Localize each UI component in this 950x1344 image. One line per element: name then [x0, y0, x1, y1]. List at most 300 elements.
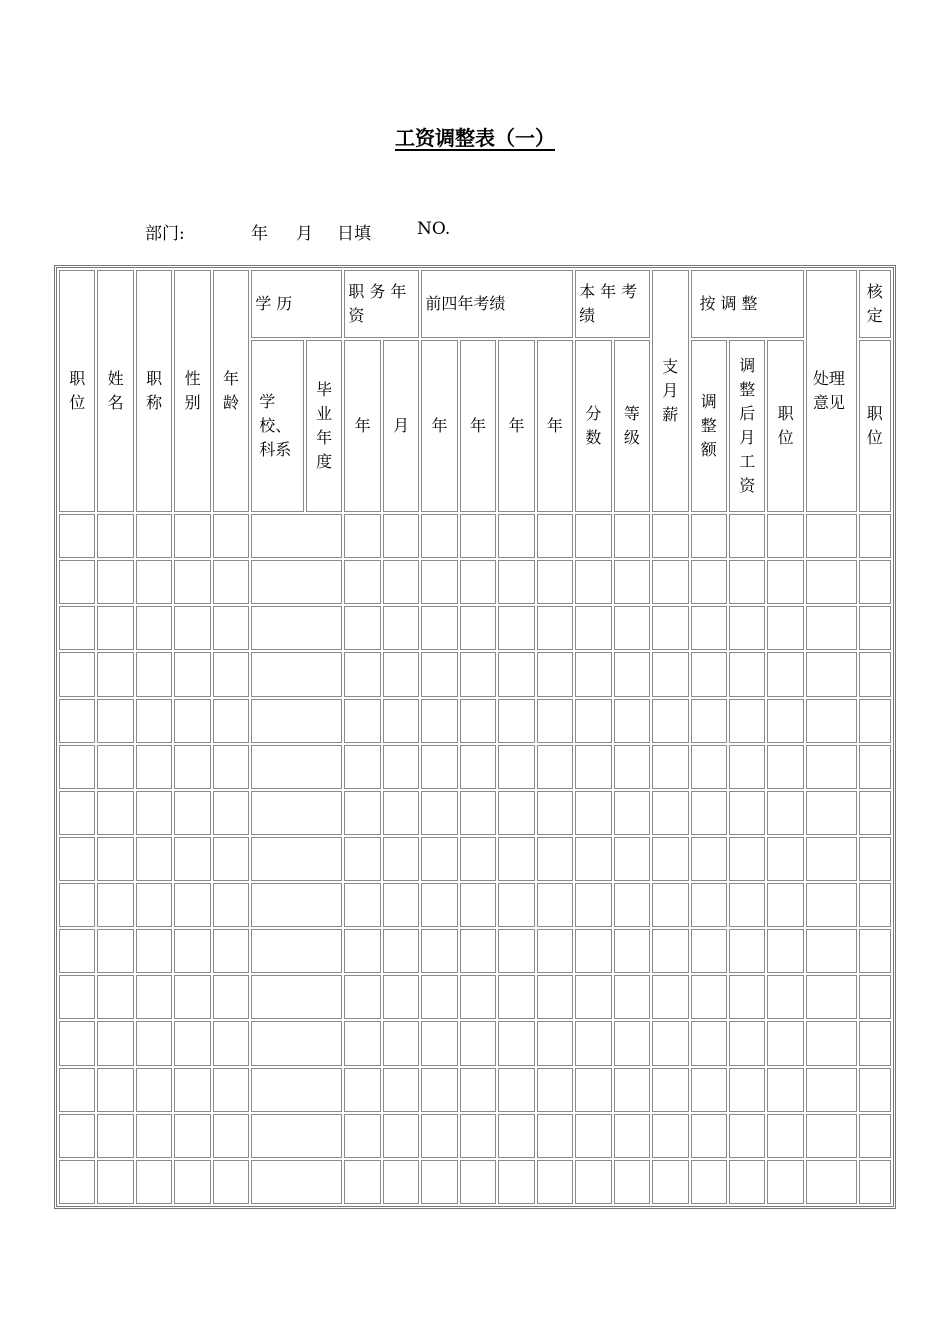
table-cell[interactable] [460, 699, 496, 743]
table-cell[interactable] [421, 652, 457, 696]
table-cell[interactable] [213, 699, 249, 743]
table-cell[interactable] [213, 745, 249, 789]
table-cell[interactable] [806, 560, 857, 604]
table-cell[interactable] [652, 929, 688, 973]
table-cell[interactable] [251, 791, 342, 835]
table-cell[interactable] [652, 883, 688, 927]
table-cell[interactable] [383, 837, 419, 881]
table-cell[interactable] [691, 883, 727, 927]
table-cell[interactable] [174, 606, 210, 650]
table-cell[interactable] [537, 606, 573, 650]
table-cell[interactable] [537, 975, 573, 1019]
table-cell[interactable] [383, 560, 419, 604]
table-cell[interactable] [806, 837, 857, 881]
table-cell[interactable] [460, 745, 496, 789]
table-cell[interactable] [421, 929, 457, 973]
table-cell[interactable] [251, 975, 342, 1019]
table-cell[interactable] [136, 1114, 172, 1158]
table-cell[interactable] [767, 929, 803, 973]
table-cell[interactable] [213, 791, 249, 835]
table-cell[interactable] [383, 791, 419, 835]
table-cell[interactable] [537, 837, 573, 881]
table-cell[interactable] [213, 1021, 249, 1065]
table-cell[interactable] [251, 1021, 342, 1065]
table-cell[interactable] [97, 699, 133, 743]
table-cell[interactable] [859, 745, 891, 789]
table-cell[interactable] [767, 1068, 803, 1112]
table-cell[interactable] [213, 883, 249, 927]
table-cell[interactable] [174, 699, 210, 743]
table-cell[interactable] [251, 1160, 342, 1204]
table-cell[interactable] [251, 699, 342, 743]
table-cell[interactable] [806, 699, 857, 743]
table-cell[interactable] [729, 929, 765, 973]
table-cell[interactable] [97, 1160, 133, 1204]
table-cell[interactable] [806, 975, 857, 1019]
table-cell[interactable] [767, 837, 803, 881]
table-cell[interactable] [767, 514, 803, 558]
table-cell[interactable] [806, 1021, 857, 1065]
table-cell[interactable] [767, 791, 803, 835]
table-cell[interactable] [421, 791, 457, 835]
table-cell[interactable] [213, 1068, 249, 1112]
table-cell[interactable] [460, 975, 496, 1019]
table-cell[interactable] [344, 1068, 380, 1112]
table-cell[interactable] [729, 699, 765, 743]
table-cell[interactable] [575, 560, 611, 604]
table-cell[interactable] [421, 1114, 457, 1158]
table-cell[interactable] [691, 975, 727, 1019]
table-cell[interactable] [251, 837, 342, 881]
table-cell[interactable] [767, 606, 803, 650]
table-cell[interactable] [136, 929, 172, 973]
table-cell[interactable] [729, 837, 765, 881]
table-cell[interactable] [136, 975, 172, 1019]
table-cell[interactable] [460, 1068, 496, 1112]
table-cell[interactable] [174, 1160, 210, 1204]
table-cell[interactable] [498, 883, 534, 927]
table-cell[interactable] [344, 514, 380, 558]
table-cell[interactable] [213, 1160, 249, 1204]
table-cell[interactable] [344, 975, 380, 1019]
table-cell[interactable] [729, 514, 765, 558]
table-cell[interactable] [421, 745, 457, 789]
table-cell[interactable] [383, 606, 419, 650]
table-cell[interactable] [251, 606, 342, 650]
table-cell[interactable] [729, 883, 765, 927]
table-cell[interactable] [691, 1114, 727, 1158]
table-cell[interactable] [575, 1021, 611, 1065]
table-cell[interactable] [59, 975, 95, 1019]
table-cell[interactable] [344, 606, 380, 650]
table-cell[interactable] [174, 837, 210, 881]
table-cell[interactable] [859, 699, 891, 743]
table-cell[interactable] [614, 699, 650, 743]
table-cell[interactable] [498, 791, 534, 835]
table-cell[interactable] [383, 1160, 419, 1204]
table-cell[interactable] [97, 837, 133, 881]
table-cell[interactable] [251, 652, 342, 696]
table-cell[interactable] [59, 929, 95, 973]
table-cell[interactable] [614, 514, 650, 558]
table-cell[interactable] [537, 929, 573, 973]
table-cell[interactable] [652, 1068, 688, 1112]
table-cell[interactable] [460, 791, 496, 835]
table-cell[interactable] [729, 1068, 765, 1112]
table-cell[interactable] [136, 791, 172, 835]
table-cell[interactable] [575, 883, 611, 927]
table-cell[interactable] [767, 560, 803, 604]
table-cell[interactable] [652, 560, 688, 604]
table-cell[interactable] [691, 929, 727, 973]
table-cell[interactable] [421, 883, 457, 927]
table-cell[interactable] [383, 745, 419, 789]
table-cell[interactable] [537, 1021, 573, 1065]
table-cell[interactable] [806, 1160, 857, 1204]
table-cell[interactable] [97, 883, 133, 927]
table-cell[interactable] [383, 883, 419, 927]
table-cell[interactable] [97, 929, 133, 973]
table-cell[interactable] [806, 1114, 857, 1158]
table-cell[interactable] [652, 606, 688, 650]
table-cell[interactable] [136, 883, 172, 927]
table-cell[interactable] [614, 1068, 650, 1112]
table-cell[interactable] [460, 560, 496, 604]
table-cell[interactable] [767, 745, 803, 789]
table-cell[interactable] [174, 652, 210, 696]
table-cell[interactable] [421, 699, 457, 743]
table-cell[interactable] [59, 514, 95, 558]
table-cell[interactable] [729, 606, 765, 650]
table-cell[interactable] [59, 837, 95, 881]
table-cell[interactable] [767, 1021, 803, 1065]
table-cell[interactable] [251, 560, 342, 604]
table-cell[interactable] [729, 745, 765, 789]
table-cell[interactable] [859, 652, 891, 696]
table-cell[interactable] [806, 652, 857, 696]
table-cell[interactable] [859, 975, 891, 1019]
table-cell[interactable] [383, 1068, 419, 1112]
table-cell[interactable] [59, 1068, 95, 1112]
table-cell[interactable] [344, 745, 380, 789]
table-cell[interactable] [691, 606, 727, 650]
table-cell[interactable] [421, 1068, 457, 1112]
table-cell[interactable] [859, 1021, 891, 1065]
table-cell[interactable] [498, 514, 534, 558]
table-cell[interactable] [537, 883, 573, 927]
table-cell[interactable] [174, 1114, 210, 1158]
table-cell[interactable] [344, 929, 380, 973]
table-cell[interactable] [136, 652, 172, 696]
table-cell[interactable] [498, 975, 534, 1019]
table-cell[interactable] [97, 1068, 133, 1112]
table-cell[interactable] [460, 929, 496, 973]
table-cell[interactable] [421, 606, 457, 650]
table-cell[interactable] [575, 1160, 611, 1204]
table-cell[interactable] [498, 699, 534, 743]
table-cell[interactable] [97, 745, 133, 789]
table-cell[interactable] [614, 606, 650, 650]
table-cell[interactable] [575, 606, 611, 650]
table-cell[interactable] [537, 1160, 573, 1204]
table-cell[interactable] [575, 514, 611, 558]
table-cell[interactable] [136, 1068, 172, 1112]
table-cell[interactable] [652, 699, 688, 743]
table-cell[interactable] [59, 883, 95, 927]
table-cell[interactable] [498, 652, 534, 696]
table-cell[interactable] [575, 791, 611, 835]
table-cell[interactable] [251, 883, 342, 927]
table-cell[interactable] [344, 837, 380, 881]
table-cell[interactable] [251, 1114, 342, 1158]
table-cell[interactable] [344, 1160, 380, 1204]
table-cell[interactable] [729, 1114, 765, 1158]
table-cell[interactable] [767, 1114, 803, 1158]
table-cell[interactable] [344, 791, 380, 835]
table-cell[interactable] [575, 975, 611, 1019]
table-cell[interactable] [652, 791, 688, 835]
table-cell[interactable] [460, 514, 496, 558]
table-cell[interactable] [614, 560, 650, 604]
table-cell[interactable] [859, 560, 891, 604]
table-cell[interactable] [460, 652, 496, 696]
table-cell[interactable] [691, 1021, 727, 1065]
table-cell[interactable] [575, 745, 611, 789]
table-cell[interactable] [97, 1114, 133, 1158]
table-cell[interactable] [460, 837, 496, 881]
table-cell[interactable] [213, 514, 249, 558]
table-cell[interactable] [136, 1160, 172, 1204]
table-cell[interactable] [383, 652, 419, 696]
table-cell[interactable] [498, 1160, 534, 1204]
table-cell[interactable] [652, 837, 688, 881]
table-cell[interactable] [136, 560, 172, 604]
table-cell[interactable] [59, 1160, 95, 1204]
table-cell[interactable] [691, 652, 727, 696]
table-cell[interactable] [97, 1021, 133, 1065]
table-cell[interactable] [136, 699, 172, 743]
table-cell[interactable] [251, 1068, 342, 1112]
table-cell[interactable] [460, 883, 496, 927]
table-cell[interactable] [575, 837, 611, 881]
table-cell[interactable] [806, 929, 857, 973]
table-cell[interactable] [174, 929, 210, 973]
table-cell[interactable] [652, 652, 688, 696]
table-cell[interactable] [691, 791, 727, 835]
table-cell[interactable] [767, 883, 803, 927]
table-cell[interactable] [59, 1021, 95, 1065]
table-cell[interactable] [859, 837, 891, 881]
table-cell[interactable] [460, 1114, 496, 1158]
table-cell[interactable] [806, 883, 857, 927]
table-cell[interactable] [652, 745, 688, 789]
table-cell[interactable] [97, 514, 133, 558]
table-cell[interactable] [498, 1068, 534, 1112]
table-cell[interactable] [537, 745, 573, 789]
table-cell[interactable] [498, 560, 534, 604]
table-cell[interactable] [421, 1021, 457, 1065]
table-cell[interactable] [691, 837, 727, 881]
table-cell[interactable] [691, 1160, 727, 1204]
table-cell[interactable] [136, 745, 172, 789]
table-cell[interactable] [614, 1160, 650, 1204]
table-cell[interactable] [729, 1160, 765, 1204]
table-cell[interactable] [383, 699, 419, 743]
table-cell[interactable] [614, 652, 650, 696]
table-cell[interactable] [806, 745, 857, 789]
table-cell[interactable] [97, 791, 133, 835]
table-cell[interactable] [213, 929, 249, 973]
table-cell[interactable] [59, 699, 95, 743]
table-cell[interactable] [767, 652, 803, 696]
table-cell[interactable] [806, 791, 857, 835]
table-cell[interactable] [213, 837, 249, 881]
table-cell[interactable] [97, 652, 133, 696]
table-cell[interactable] [859, 514, 891, 558]
table-cell[interactable] [460, 606, 496, 650]
table-cell[interactable] [652, 975, 688, 1019]
table-cell[interactable] [806, 606, 857, 650]
table-cell[interactable] [614, 929, 650, 973]
table-cell[interactable] [174, 975, 210, 1019]
table-cell[interactable] [498, 929, 534, 973]
table-cell[interactable] [859, 929, 891, 973]
table-cell[interactable] [383, 975, 419, 1019]
table-cell[interactable] [614, 1114, 650, 1158]
table-cell[interactable] [859, 791, 891, 835]
table-cell[interactable] [213, 975, 249, 1019]
table-cell[interactable] [614, 975, 650, 1019]
table-cell[interactable] [344, 1114, 380, 1158]
table-cell[interactable] [575, 1114, 611, 1158]
table-cell[interactable] [691, 560, 727, 604]
table-cell[interactable] [59, 1114, 95, 1158]
table-cell[interactable] [614, 791, 650, 835]
table-cell[interactable] [97, 975, 133, 1019]
table-cell[interactable] [383, 1114, 419, 1158]
table-cell[interactable] [537, 699, 573, 743]
table-cell[interactable] [575, 652, 611, 696]
table-cell[interactable] [691, 745, 727, 789]
table-cell[interactable] [575, 699, 611, 743]
table-cell[interactable] [213, 560, 249, 604]
table-cell[interactable] [691, 699, 727, 743]
table-cell[interactable] [498, 745, 534, 789]
table-cell[interactable] [251, 929, 342, 973]
table-cell[interactable] [59, 606, 95, 650]
table-cell[interactable] [498, 1114, 534, 1158]
table-cell[interactable] [421, 1160, 457, 1204]
table-cell[interactable] [136, 514, 172, 558]
table-cell[interactable] [421, 975, 457, 1019]
table-cell[interactable] [767, 699, 803, 743]
table-cell[interactable] [691, 514, 727, 558]
table-cell[interactable] [59, 745, 95, 789]
table-cell[interactable] [729, 652, 765, 696]
table-cell[interactable] [729, 791, 765, 835]
table-cell[interactable] [859, 606, 891, 650]
table-cell[interactable] [859, 1068, 891, 1112]
table-cell[interactable] [614, 1021, 650, 1065]
table-cell[interactable] [859, 883, 891, 927]
table-cell[interactable] [174, 1021, 210, 1065]
table-cell[interactable] [97, 606, 133, 650]
table-cell[interactable] [498, 606, 534, 650]
table-cell[interactable] [174, 791, 210, 835]
table-cell[interactable] [460, 1160, 496, 1204]
table-cell[interactable] [614, 883, 650, 927]
table-cell[interactable] [729, 560, 765, 604]
table-cell[interactable] [767, 1160, 803, 1204]
table-cell[interactable] [537, 560, 573, 604]
table-cell[interactable] [652, 1160, 688, 1204]
table-cell[interactable] [213, 606, 249, 650]
table-cell[interactable] [537, 514, 573, 558]
table-cell[interactable] [614, 745, 650, 789]
table-cell[interactable] [59, 560, 95, 604]
table-cell[interactable] [344, 699, 380, 743]
table-cell[interactable] [537, 652, 573, 696]
table-cell[interactable] [59, 791, 95, 835]
table-cell[interactable] [213, 652, 249, 696]
table-cell[interactable] [97, 560, 133, 604]
table-cell[interactable] [383, 514, 419, 558]
table-cell[interactable] [460, 1021, 496, 1065]
table-cell[interactable] [806, 1068, 857, 1112]
table-cell[interactable] [213, 1114, 249, 1158]
table-cell[interactable] [136, 606, 172, 650]
table-cell[interactable] [344, 883, 380, 927]
table-cell[interactable] [575, 929, 611, 973]
table-cell[interactable] [537, 1068, 573, 1112]
table-cell[interactable] [59, 652, 95, 696]
table-cell[interactable] [136, 1021, 172, 1065]
table-cell[interactable] [251, 514, 342, 558]
table-cell[interactable] [652, 1021, 688, 1065]
table-cell[interactable] [806, 514, 857, 558]
table-cell[interactable] [859, 1114, 891, 1158]
table-cell[interactable] [344, 560, 380, 604]
table-cell[interactable] [174, 883, 210, 927]
table-cell[interactable] [344, 652, 380, 696]
table-cell[interactable] [859, 1160, 891, 1204]
table-cell[interactable] [498, 1021, 534, 1065]
table-cell[interactable] [729, 1021, 765, 1065]
table-cell[interactable] [652, 1114, 688, 1158]
table-cell[interactable] [174, 745, 210, 789]
table-cell[interactable] [421, 514, 457, 558]
table-cell[interactable] [652, 514, 688, 558]
table-cell[interactable] [174, 514, 210, 558]
table-cell[interactable] [767, 975, 803, 1019]
table-cell[interactable] [251, 745, 342, 789]
table-cell[interactable] [383, 929, 419, 973]
table-cell[interactable] [614, 837, 650, 881]
table-cell[interactable] [174, 1068, 210, 1112]
table-cell[interactable] [537, 1114, 573, 1158]
table-cell[interactable] [691, 1068, 727, 1112]
table-cell[interactable] [729, 975, 765, 1019]
table-cell[interactable] [344, 1021, 380, 1065]
table-cell[interactable] [421, 837, 457, 881]
table-cell[interactable] [575, 1068, 611, 1112]
table-cell[interactable] [174, 560, 210, 604]
table-cell[interactable] [421, 560, 457, 604]
table-cell[interactable] [136, 837, 172, 881]
table-cell[interactable] [383, 1021, 419, 1065]
table-cell[interactable] [537, 791, 573, 835]
table-cell[interactable] [498, 837, 534, 881]
